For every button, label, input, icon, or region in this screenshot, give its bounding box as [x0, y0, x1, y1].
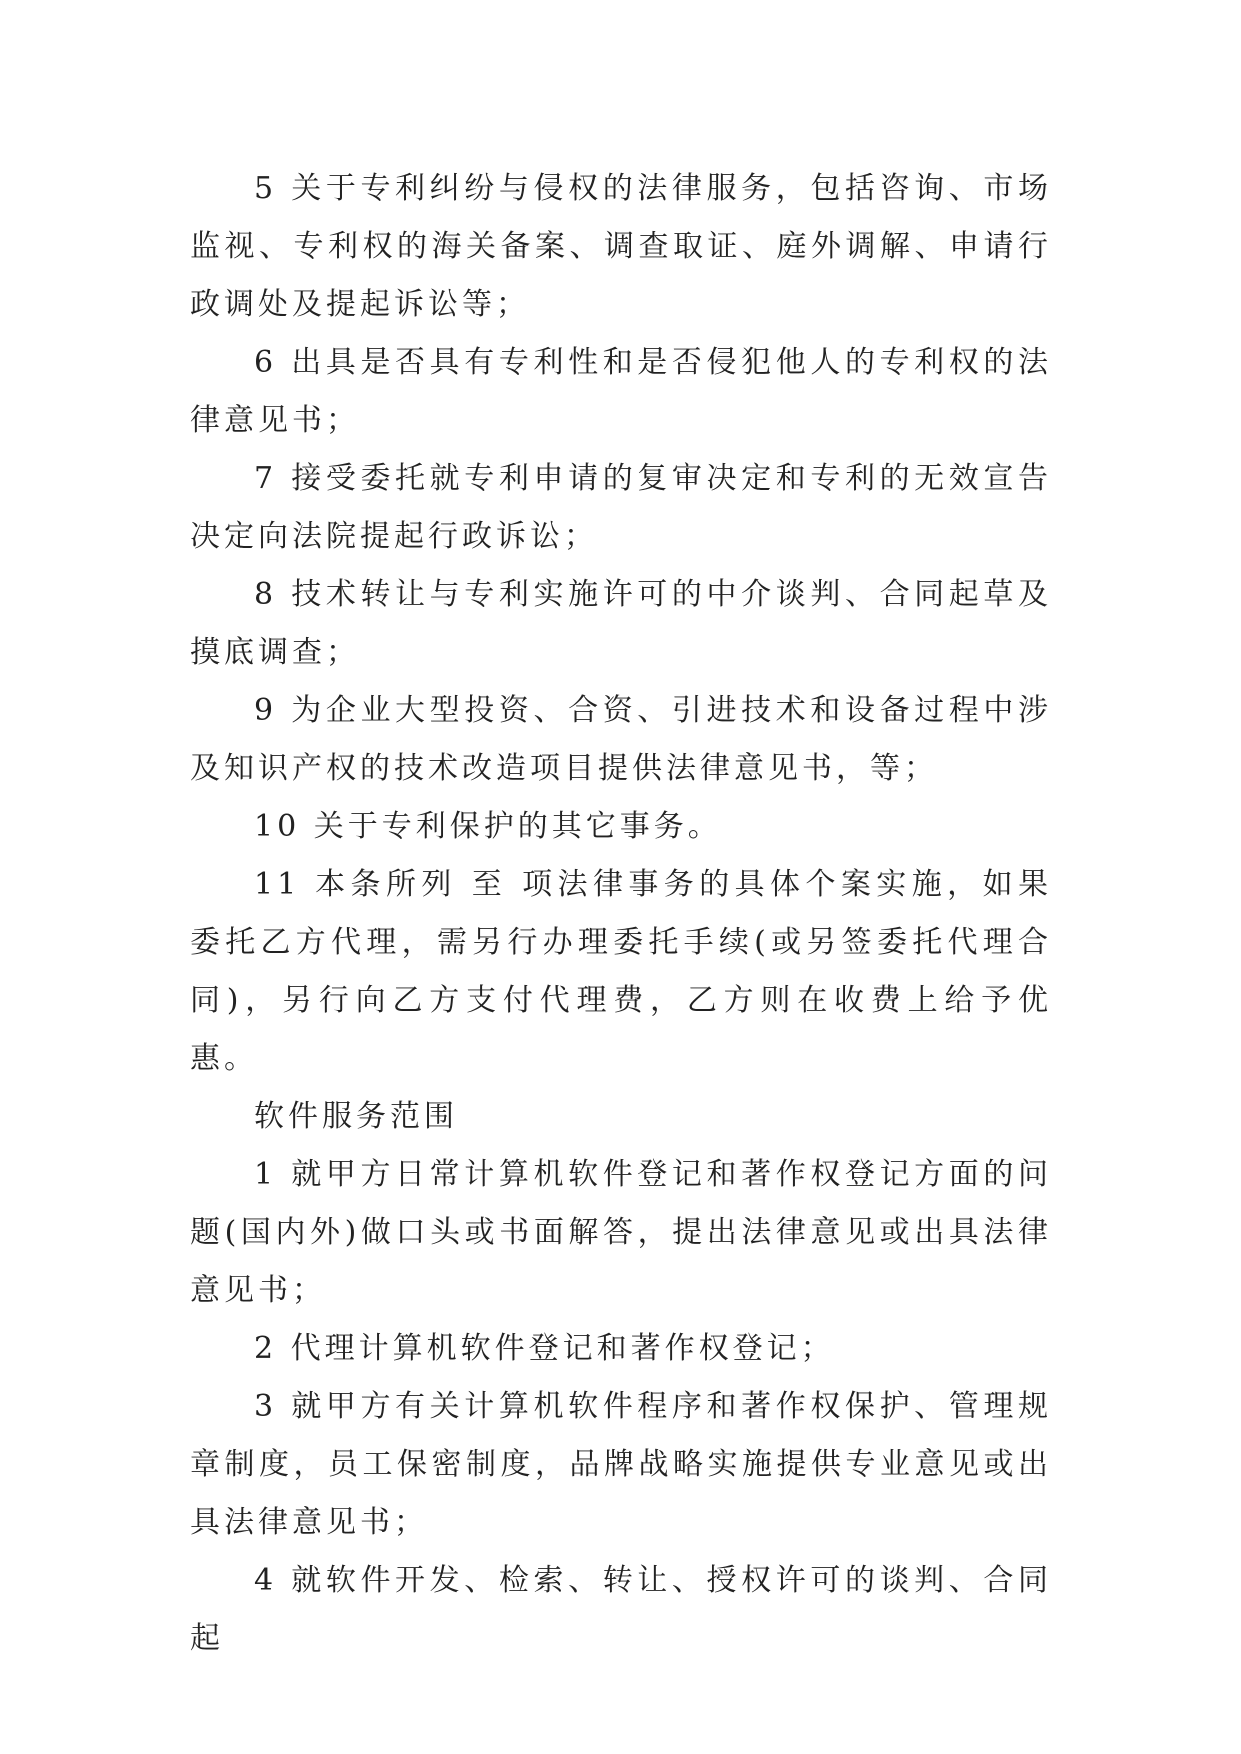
- paragraph-software-1: 1 就甲方日常计算机软件登记和著作权登记方面的问题(国内外)做口头或书面解答，提出法律意见或出具法律意见书；: [190, 1157, 1052, 1308]
- paragraph-patent-6: 6 出具是否具有专利性和是否侵犯他人的专利权的法律意见书；: [190, 345, 1052, 438]
- paragraph-patent-10: 10 关于专利保护的其它事务。: [254, 809, 722, 844]
- paragraph-software-4: 4 就软件开发、检索、转让、授权许可的谈判、合同起: [190, 1563, 1052, 1656]
- paragraph-patent-7: 7 接受委托就专利申请的复审决定和专利的无效宣告决定向法院提起行政诉讼；: [190, 461, 1052, 554]
- document-body: [190, 160, 1052, 1668]
- paragraph-software-2: 2 代理计算机软件登记和著作权登记；: [254, 1331, 835, 1366]
- paragraph-patent-5: 5 关于专利纠纷与侵权的法律服务，包括咨询、市场监视、专利权的海关备案、调查取证、庭外调解、申请行政调处及提起诉讼等；: [190, 171, 1052, 322]
- paragraph-patent-9: 9 为企业大型投资、合资、引进技术和设备过程中涉及知识产权的技术改造项目提供法律意见书，等；: [190, 693, 1052, 786]
- paragraph-patent-8: 8 技术转让与专利实施许可的中介谈判、合同起草及摸底调查；: [190, 577, 1052, 670]
- paragraph-software-3: 3 就甲方有关计算机软件程序和著作权保护、管理规章制度，员工保密制度，品牌战略实施提供专业意见或出具法律意见书；: [190, 1389, 1052, 1540]
- section-heading-software: 软件服务范围: [254, 1099, 458, 1134]
- paragraph-patent-11: 11 本条所列 至 项法律事务的具体个案实施，如果委托乙方代理，需另行办理委托手续(或另签委托代理合同)，另行向乙方支付代理费，乙方则在收费上给予优惠。: [190, 867, 1052, 1076]
